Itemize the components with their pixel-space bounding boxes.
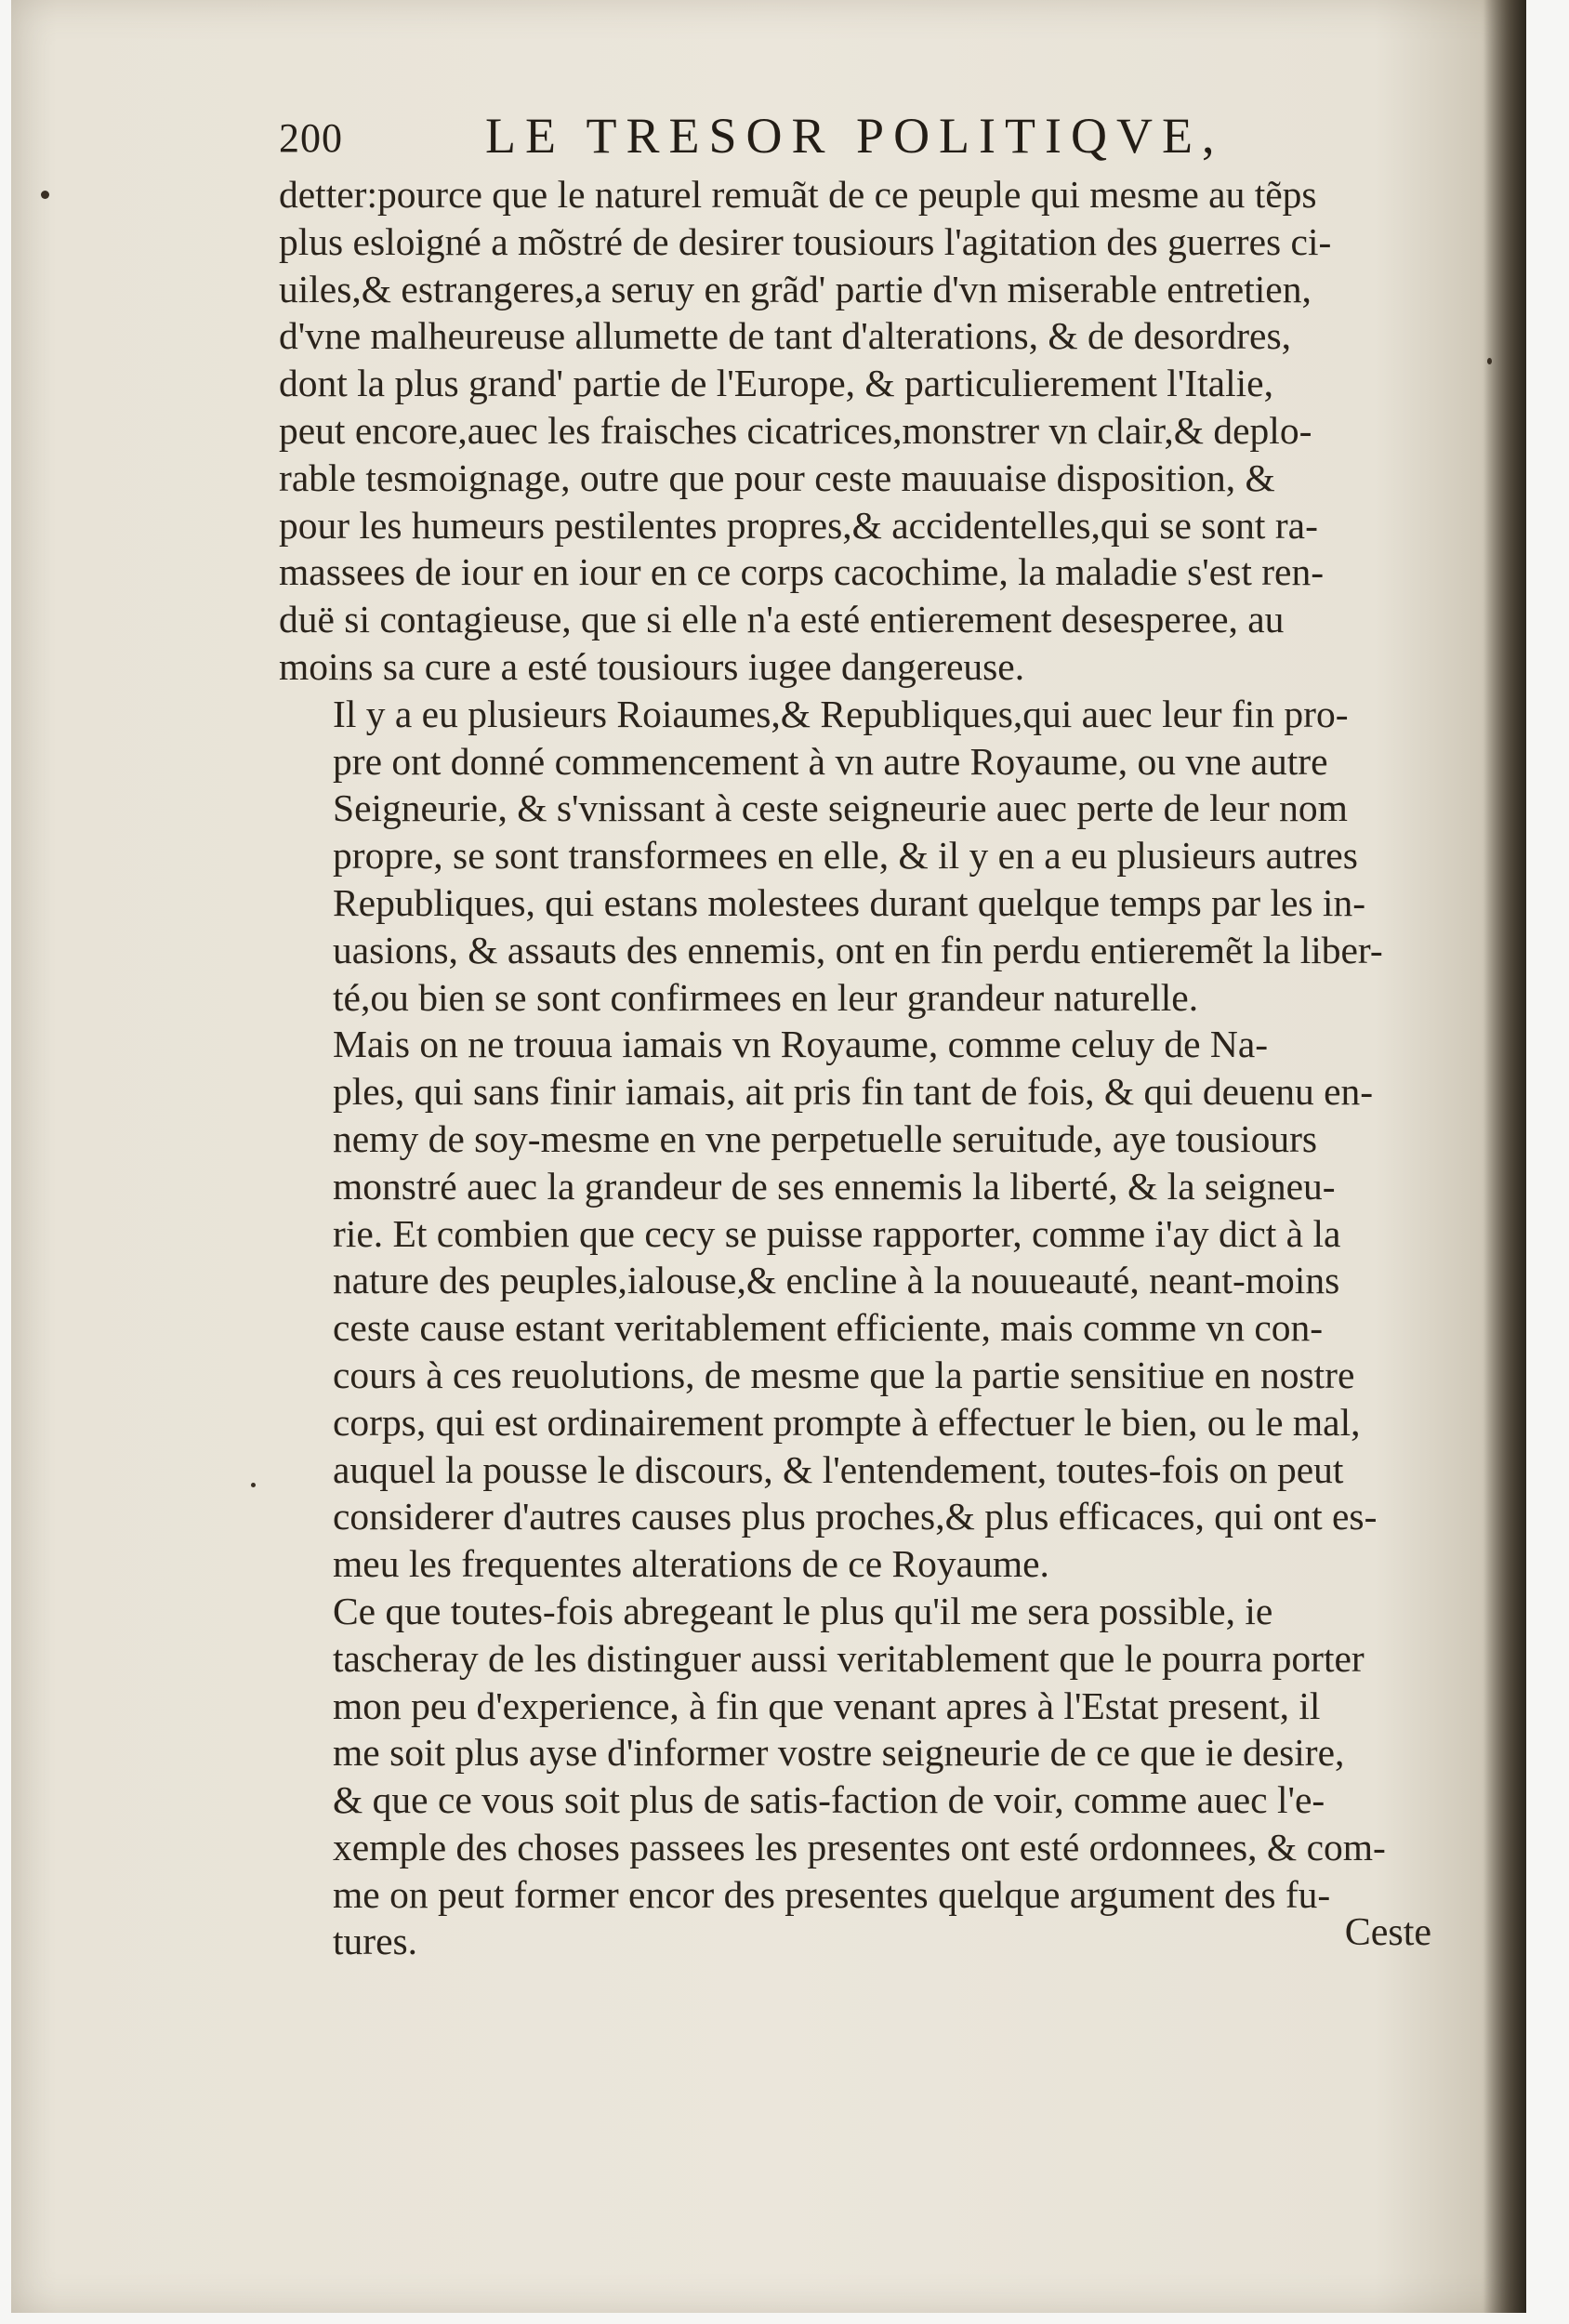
running-title: LE TRESOR POLITIQVE, (485, 108, 1224, 164)
ink-speck (1487, 358, 1492, 364)
scan-bottom-margin (11, 2313, 1526, 2324)
text-line: té,ou bien se sont confirmees en leur grandeur naturelle. (333, 975, 1199, 1019)
text-line: & que ce vous soit plus de satis-faction de voir, comme auec l'e- (333, 1778, 1325, 1822)
text-line: tascheray de les distinguer aussi veritablement que le pourra porter (333, 1636, 1365, 1680)
page-number: 200 (279, 115, 343, 161)
text-line: me on peut former encor des presentes quelque argument des fu- (333, 1872, 1331, 1916)
text-line: tures. (333, 1920, 418, 1963)
text-line: nemy de soy-mesme en vne perpetuelle seruitude, aye tousiours (333, 1116, 1318, 1160)
text-line: meu les frequentes alterations de ce Royaume. (333, 1542, 1049, 1586)
text-line: Republiques, qui estans molestees durant quelque temps par les in- (333, 880, 1366, 924)
text-line: nature des peuples,ialouse,& encline à la nouueauté, neant-moins (333, 1259, 1340, 1302)
text-line: plus esloigné a mõstré de desirer tousiours l'agitation des guerres ci- (279, 219, 1332, 263)
text-line: d'vne malheureuse allumette de tant d'alterations, & de desordres, (279, 314, 1291, 358)
text-line: detter:pource que le naturel remuãt de ce peuple qui mesme au tẽps (279, 173, 1317, 216)
paragraph (279, 691, 1437, 1022)
text-line: Seigneurie, & s'vnissant à ceste seigneurie auec perte de leur nom (333, 786, 1348, 830)
paragraph (279, 1021, 1437, 1588)
ink-speck (41, 191, 49, 199)
text-line: mon peu d'experience, à fin que venant apres à l'Estat present, il (333, 1684, 1321, 1727)
text-line: Il y a eu plusieurs Roiaumes,& Republiques,qui auec leur fin pro- (333, 692, 1349, 735)
text-line: pour les humeurs pestilentes propres,& accidentelles,qui se sont ra- (279, 503, 1318, 547)
text-line: xemple des choses passees les presentes ont esté ordonnees, & com- (333, 1825, 1386, 1868)
text-line: monstré auec la grandeur de ses ennemis la liberté, & la seigneu- (333, 1164, 1336, 1208)
paragraph (279, 171, 1437, 691)
text-line: uiles,& estrangeres,a seruy en grãd' partie d'vn miserable entretien, (279, 267, 1312, 310)
text-line: ples, qui sans finir iamais, ait pris fin tant de fois, & qui deuenu en- (333, 1070, 1374, 1114)
text-line: Ce que toutes-fois abregeant le plus qu'il me sera possible, ie (333, 1589, 1273, 1632)
text-line: corps, qui est ordinairement prompte à effectuer le bien, ou le mal, (333, 1400, 1361, 1444)
text-line: propre, se sont transformees en elle, & il y en a eu plusieurs autres (333, 834, 1358, 878)
text-line: moins sa cure a esté tousiours iugee dangereuse. (279, 644, 1025, 688)
text-line: dont la plus grand' partie de l'Europe, & particulierement l'Italie, (279, 362, 1273, 405)
text-line: auquel la pousse le discours, & l'entendement, toutes-fois on peut (333, 1447, 1344, 1491)
catchword: Ceste (1344, 1911, 1431, 1954)
page-header (279, 107, 1441, 181)
text-line: cours à ces reuolutions, de mesme que la partie sensitiue en nostre (333, 1353, 1355, 1396)
text-line: rie. Et combien que cecy se puisse rapporter, comme i'ay dict à la (333, 1211, 1341, 1255)
text-line: me soit plus ayse d'informer vostre seigneurie de ce que ie desire, (333, 1731, 1345, 1775)
text-line: Mais on ne trouua iamais vn Royaume, comme celuy de Na- (333, 1023, 1269, 1066)
paragraph (279, 1588, 1437, 1965)
text-line: peut encore,auec les fraisches cicatrices,monstrer vn clair,& deplo- (279, 408, 1312, 452)
text-line: massees de iour en iour en ce corps cacochime, la maladie s'est ren- (279, 550, 1325, 594)
body-text (279, 171, 1437, 1965)
text-line: ceste cause estant veritablement efficiente, mais comme vn con- (333, 1306, 1324, 1350)
text-line: considerer d'autres causes plus proches,& plus efficaces, qui ont es- (333, 1495, 1378, 1538)
text-line: pre ont donné commencement à vn autre Royaume, ou vne autre (333, 739, 1328, 783)
ink-speck (251, 1483, 256, 1487)
text-line: uasions, & assauts des ennemis, ont en fin perdu entieremẽt la liber- (333, 928, 1383, 971)
book-gutter-shadow (1483, 0, 1526, 2313)
text-line: duë si contagieuse, que si elle n'a esté entierement desesperee, au (279, 598, 1285, 641)
text-line: rable tesmoignage, outre que pour ceste mauuaise disposition, & (279, 456, 1275, 499)
